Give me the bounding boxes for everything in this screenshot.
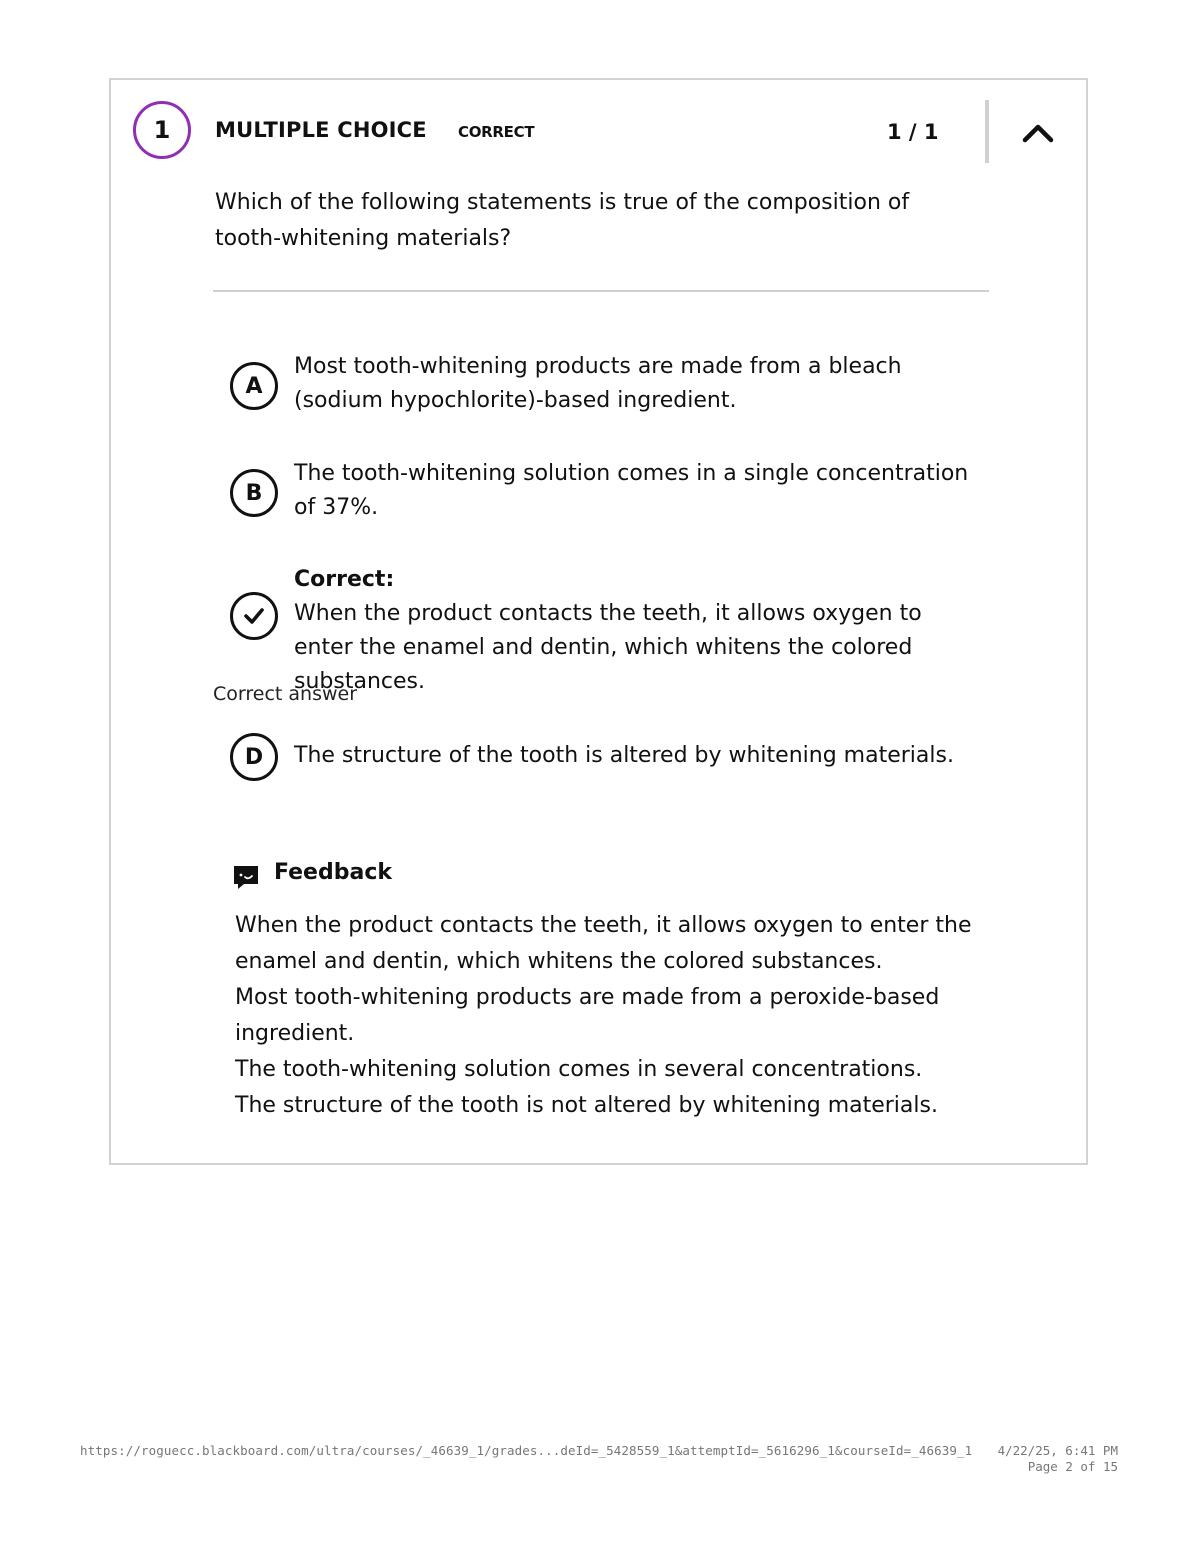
correct-answer-note: Correct answer	[213, 683, 358, 705]
checkmark-icon	[241, 603, 267, 629]
footer-datetime: 4/22/25, 6:41 PM	[997, 1443, 1118, 1458]
question-number: 1	[153, 116, 171, 144]
question-card	[109, 78, 1088, 1165]
option-d-radio[interactable]	[230, 733, 278, 781]
collapse-button[interactable]	[1021, 120, 1055, 144]
option-c-block	[294, 563, 984, 699]
feedback-line: The structure of the tooth is not altered by whitening materials.	[235, 1093, 938, 1118]
option-b-letter: B	[245, 480, 263, 506]
feedback-title: Feedback	[274, 860, 392, 885]
option-d-text: The structure of the tooth is altered by whitening materials.	[294, 743, 954, 768]
feedback-icon	[232, 863, 260, 891]
footer-url: https://roguecc.blackboard.com/ultra/courses/_46639_1/grades...deId=_5428559_1&attemptId=_5616296_1&courseId=_46639_1	[80, 1443, 973, 1458]
option-d-letter: D	[244, 744, 264, 770]
question-status: CORRECT	[458, 123, 535, 141]
feedback-line: Most tooth-whitening products are made from a peroxide-based ingredient.	[235, 985, 940, 1046]
vertical-divider	[985, 100, 989, 163]
option-a-letter: A	[245, 373, 263, 399]
feedback-line: The tooth-whitening solution comes in several concentrations.	[235, 1057, 923, 1082]
footer-meta	[998, 1443, 1118, 1475]
option-c-text: When the product contacts the teeth, it allows oxygen to enter the enamel and dentin, which whitens the colored substances.	[294, 601, 922, 694]
question-type: MULTIPLE CHOICE	[215, 118, 427, 142]
chevron-up-icon	[1021, 120, 1055, 144]
option-b-radio[interactable]	[230, 469, 278, 517]
option-c-radio[interactable]	[230, 592, 278, 640]
question-divider	[213, 290, 989, 292]
option-c-correct-label: Correct:	[294, 567, 395, 592]
question-number-badge	[133, 101, 191, 159]
feedback-line: When the product contacts the teeth, it allows oxygen to enter the enamel and dentin, which whitens the colored substances.	[235, 913, 972, 974]
question-score: 1 / 1	[887, 120, 939, 144]
option-a-radio[interactable]	[230, 362, 278, 410]
question-text: Which of the following statements is true of the composition of tooth-whitening materials?	[215, 190, 910, 251]
footer-page-number: Page 2 of 15	[1027, 1459, 1118, 1474]
option-b-text: The tooth-whitening solution comes in a single concentration of 37%.	[294, 461, 969, 520]
option-a-text: Most tooth-whitening products are made from a bleach (sodium hypochlorite)-based ingredient.	[294, 354, 902, 413]
feedback-text	[235, 908, 995, 1124]
